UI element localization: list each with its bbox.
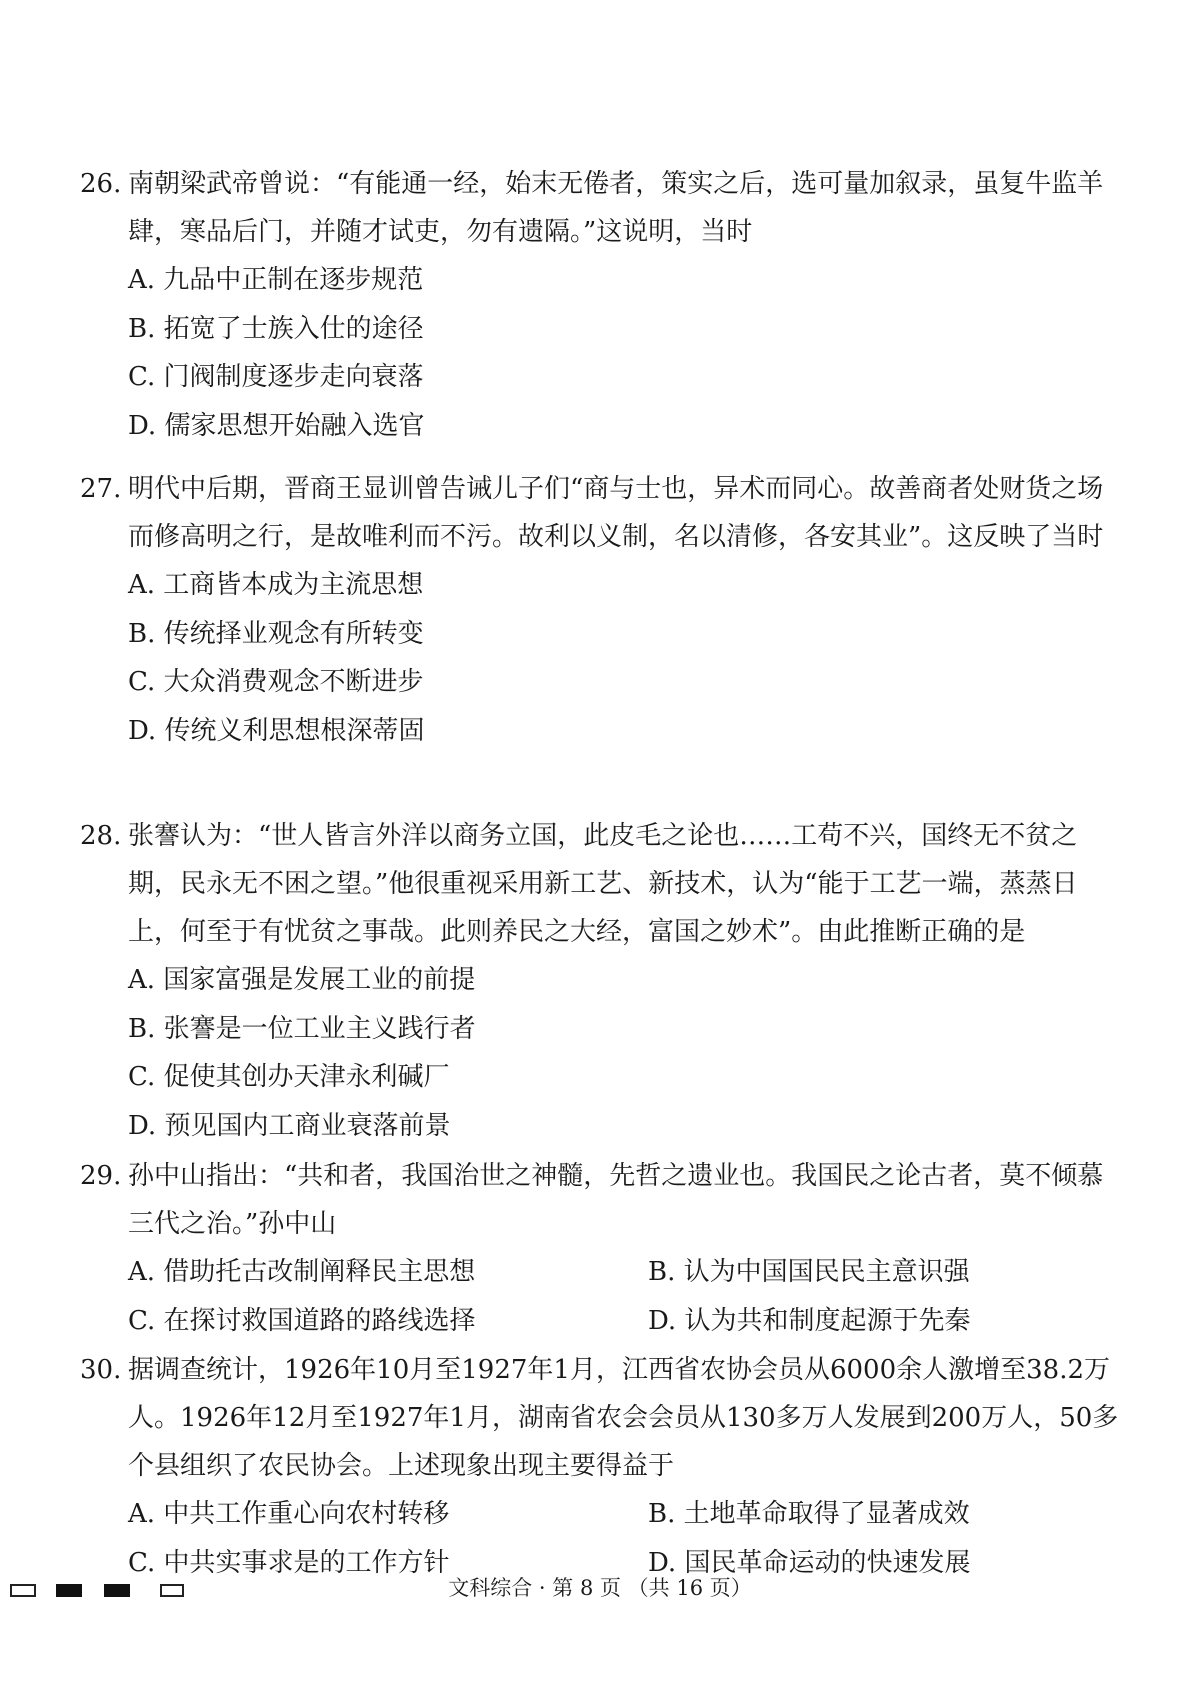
question-stem xyxy=(80,160,1120,256)
option-c: C. 大众消费观念不断进步 xyxy=(128,667,424,697)
question-number: 28. xyxy=(80,821,122,851)
option-a: A. 中共工作重心向农村转移 xyxy=(128,1499,450,1529)
option-d: D. 预见国内工商业衰落前景 xyxy=(128,1110,451,1141)
question-stem xyxy=(80,465,1120,561)
option-b: B. 土地革命取得了显著成效 xyxy=(648,1499,970,1529)
question-text: 据调查统计，1926年10月至1927年1月，江西省农协会员从6000余人激增至38.2万人。1926年12月至1927年1月，湖南省农会会员从130多万人发展到200万人，50多个县组织了农民协会。上述现象出现主要得益于 xyxy=(128,1355,1119,1481)
option-c: C. 促使其创办天津永利碱厂 xyxy=(128,1062,450,1092)
options-grid xyxy=(80,1248,1120,1345)
option-c: C. 中共实事求是的工作方针 xyxy=(128,1547,450,1578)
option-a: A. 国家富强是发展工业的前提 xyxy=(128,965,476,995)
page-number: 文科综合 · 第 8 页 （共 16 页） xyxy=(448,1576,752,1600)
question-number: 30. xyxy=(80,1355,122,1385)
option-d: D. 认为共和制度起源于先秦 xyxy=(648,1305,971,1336)
option-d: D. 儒家思想开始融入选官 xyxy=(128,410,425,441)
question-number: 26. xyxy=(80,169,122,199)
question-26 xyxy=(80,160,1120,450)
option-d: D. 传统义利思想根深蒂固 xyxy=(128,715,425,746)
option-b: B. 传统择业观念有所转变 xyxy=(128,618,424,649)
option-c: C. 门阀制度逐步走向衰落 xyxy=(128,362,424,392)
option-b: B. 认为中国国民民主意识强 xyxy=(648,1257,970,1287)
question-29 xyxy=(80,1152,1120,1345)
question-30 xyxy=(80,1346,1120,1587)
question-text: 明代中后期，晋商王显训曾告诫儿子们“商与士也，异术而同心。故善商者处财货之场而修高明之行，是故唯利而不污。故利以义制，名以清修，各安其业”。这反映了当时 xyxy=(128,474,1104,552)
question-stem xyxy=(80,1152,1120,1248)
page-footer xyxy=(0,1568,1200,1608)
question-27 xyxy=(80,465,1120,755)
question-number: 27. xyxy=(80,474,122,504)
option-c: C. 在探讨救国道路的路线选择 xyxy=(128,1305,476,1336)
option-a: A. 借助托古改制阐释民主思想 xyxy=(128,1257,476,1287)
question-text: 孙中山指出：“共和者，我国治世之神髓，先哲之遗业也。我国民之论古者，莫不倾慕三代之治。”孙中山 xyxy=(128,1161,1104,1239)
question-text: 张謇认为：“世人皆言外洋以商务立国，此皮毛之论也……工苟不兴，国终无不贫之期，民永无不困之望。”他很重视采用新工艺、新技术，认为“能于工艺一端，蒸蒸日上，何至于有忧贫之事哉。此则养民之大经，富国之妙术”。由此推断正确的是 xyxy=(128,821,1078,947)
question-stem xyxy=(80,1346,1120,1490)
option-a: A. 工商皆本成为主流思想 xyxy=(128,570,424,600)
option-d: D. 国民革命运动的快速发展 xyxy=(648,1547,971,1578)
option-b: B. 拓宽了士族入仕的途径 xyxy=(128,313,424,344)
question-stem xyxy=(80,812,1120,956)
question-number: 29. xyxy=(80,1161,122,1191)
question-28 xyxy=(80,812,1120,1150)
question-text: 南朝梁武帝曾说：“有能通一经，始末无倦者，策实之后，选可量加叙录，虽复牛监羊肆，寒品后门，并随才试吏，勿有遗隔。”这说明，当时 xyxy=(128,169,1104,247)
option-a: A. 九品中正制在逐步规范 xyxy=(128,265,424,295)
option-b: B. 张謇是一位工业主义践行者 xyxy=(128,1013,476,1044)
